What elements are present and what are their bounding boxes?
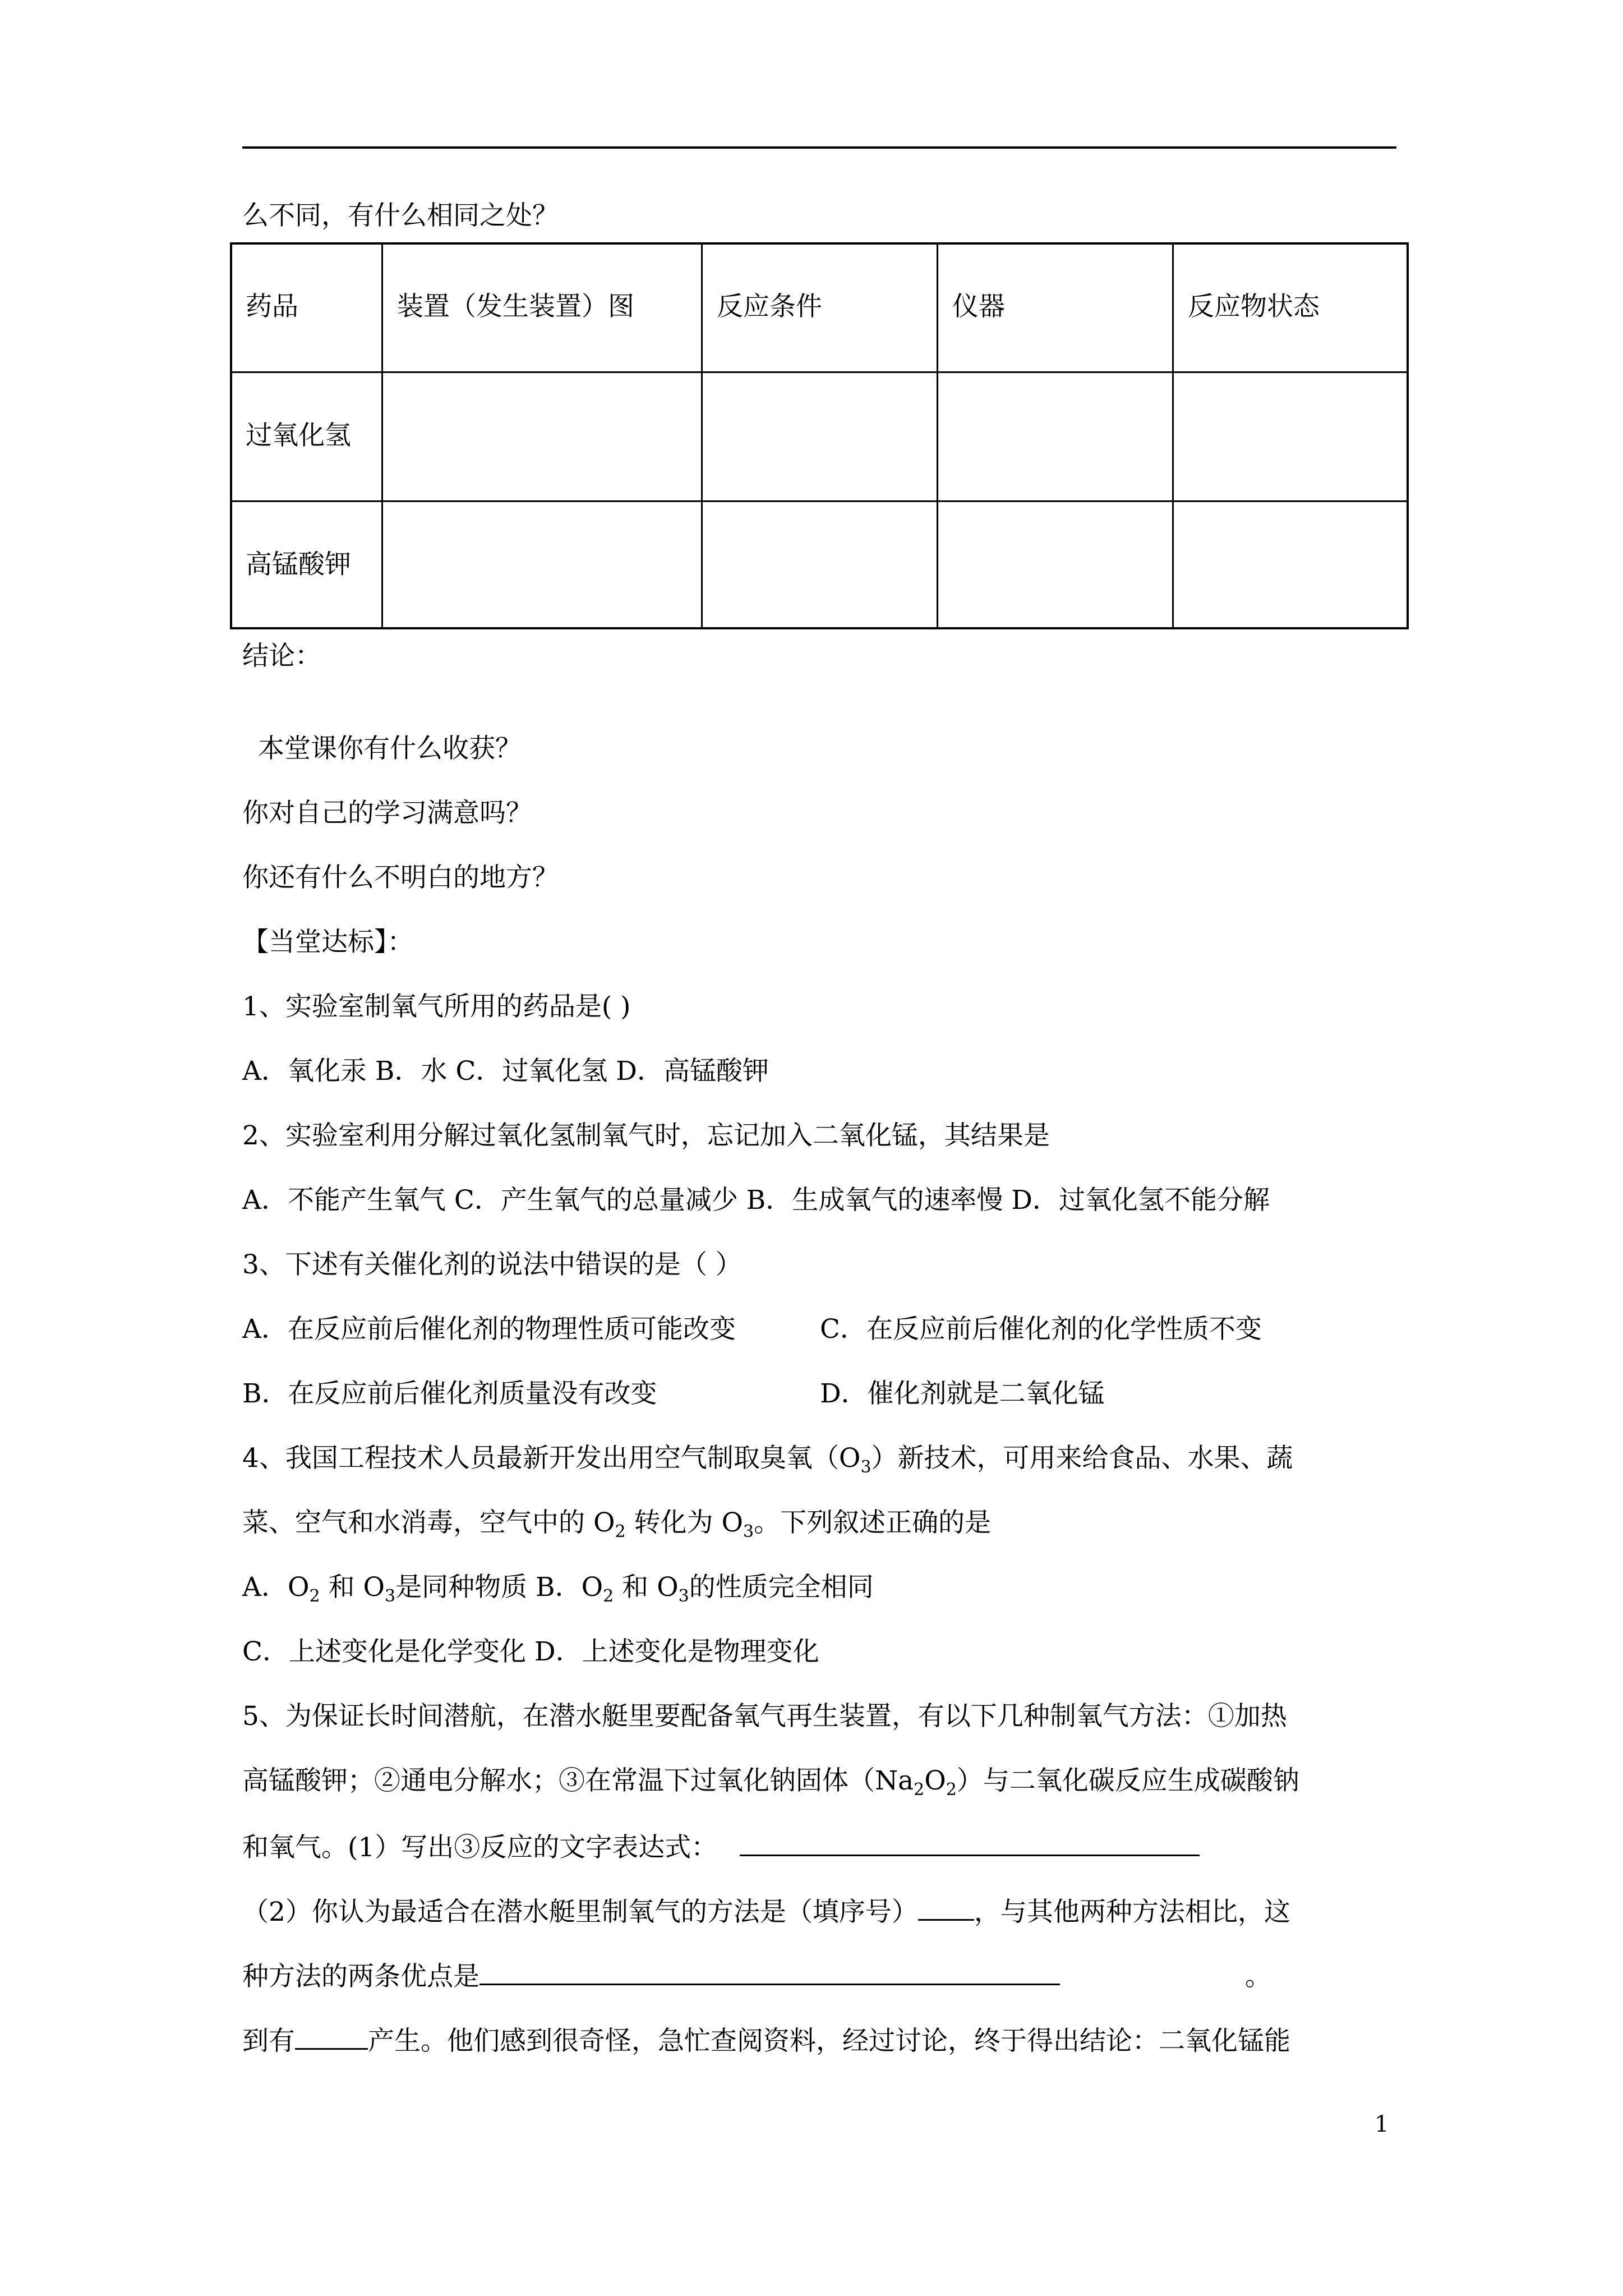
reflection-question: 你还有什么不明白的地方？ <box>242 862 559 893</box>
question-3-option-c: C．在反应前后催化剂的化学性质不变 <box>820 1314 1262 1345</box>
table-header-cell: 仪器 <box>952 291 1005 322</box>
question-3-option-a: A．在反应前后催化剂的物理性质可能改变 <box>242 1314 736 1345</box>
question-5-line-1: 5、为保证长时间潜航，在潜水艇里要配备氧气再生装置，有以下几种制氧气方法：①加热 <box>242 1701 1287 1732</box>
reflection-question: 本堂课你有什么收获？ <box>258 733 522 764</box>
text: 的性质完全相同 <box>689 1572 874 1603</box>
subscript: 3 <box>385 1586 396 1606</box>
fragment-end <box>242 2022 1290 2058</box>
text: ）与二氧化碳反应生成碳酸钠 <box>956 1765 1299 1796</box>
text: 菜、空气和水消毒，空气中的 O <box>242 1507 615 1538</box>
question-5-line-5 <box>242 1958 1271 1994</box>
text: O <box>924 1765 946 1796</box>
text: 和 O <box>320 1572 385 1603</box>
table-col-divider <box>701 242 703 629</box>
text: 转化为 O <box>625 1507 743 1538</box>
table-header-cell: 反应条件 <box>717 291 822 322</box>
question-4-options-cd: C．上述变化是化学变化 D．上述变化是物理变化 <box>242 1636 819 1667</box>
answer-blank[interactable] <box>918 1893 974 1921</box>
table-col-divider <box>381 242 383 629</box>
answer-blank[interactable] <box>295 2022 368 2050</box>
question-5-line-2 <box>242 1764 1299 1807</box>
table-row-label: 过氧化氢 <box>246 420 351 451</box>
table-header-cell: 装置（发生装置）图 <box>397 291 634 322</box>
question-4-line-1 <box>242 1442 1293 1484</box>
subscript: 2 <box>615 1522 626 1542</box>
table-col-divider <box>1172 242 1174 629</box>
subscript: 2 <box>946 1780 957 1800</box>
subscript: 2 <box>603 1586 614 1606</box>
text: 到有 <box>242 2026 295 2056</box>
question-1-options: A．氧化汞 B．水 C．过氧化氢 D．高锰酸钾 <box>242 1056 769 1087</box>
text: 产生。他们感到很奇怪，急忙查阅资料，经过讨论，终于得出结论：二氧化锰能 <box>368 2026 1290 2056</box>
text: 种方法的两条优点是 <box>242 1961 479 1992</box>
section-title: 【当堂达标】： <box>242 927 414 958</box>
subscript: 2 <box>914 1780 925 1800</box>
question-3-stem: 3、下述有关催化剂的说法中错误的是（ ） <box>242 1249 742 1280</box>
table-row-label: 高锰酸钾 <box>246 549 351 580</box>
text: 和氧气。(1）写出③反应的文字表达式： <box>242 1832 718 1863</box>
table-row-divider <box>230 500 1409 502</box>
text: A．O <box>242 1572 310 1603</box>
subscript: 3 <box>860 1457 872 1477</box>
answer-blank[interactable] <box>740 1829 1200 1856</box>
question-4-line-2 <box>242 1506 991 1549</box>
question-5-line-3 <box>242 1829 1200 1865</box>
text: ）新技术，可用来给食品、水果、蔬 <box>871 1443 1293 1474</box>
table-col-divider <box>937 242 938 629</box>
comparison-table <box>230 242 1409 629</box>
question-2-options: A．不能产生氧气 C．产生氧气的总量减少 B．生成氧气的速率慢 D．过氧化氢不能分解 <box>242 1185 1270 1216</box>
text: 高锰酸钾；②通电分解水；③在常温下过氧化钠固体（Na <box>242 1765 914 1796</box>
question-1-stem: 1、实验室制氧气所用的药品是( ) <box>242 991 631 1022</box>
question-3-option-d: D．催化剂就是二氧化锰 <box>820 1378 1105 1409</box>
subscript: 2 <box>309 1586 320 1606</box>
reflection-question: 你对自己的学习满意吗？ <box>242 798 532 829</box>
table-row-divider <box>230 371 1409 373</box>
text: 。 <box>1245 1961 1271 1992</box>
text: 4、我国工程技术人员最新开发出用空气制取臭氧（O <box>242 1443 861 1474</box>
subscript: 3 <box>743 1522 754 1542</box>
header-rule <box>242 146 1396 149</box>
intro-fragment: 么不同，有什么相同之处？ <box>242 200 559 231</box>
question-4-options-ab <box>242 1571 874 1613</box>
answer-blank[interactable] <box>479 1958 1060 1985</box>
text: ，与其他两种方法相比，这 <box>974 1897 1290 1927</box>
text: 和 O <box>614 1572 679 1603</box>
table-header-cell: 药品 <box>246 291 298 322</box>
question-2-stem: 2、实验室利用分解过氧化氢制氧气时，忘记加入二氧化锰，其结果是 <box>242 1120 1050 1151</box>
text: （2）你认为最适合在潜水艇里制氧气的方法是（填序号） <box>242 1897 918 1927</box>
text: 。下列叙述正确的是 <box>754 1507 992 1538</box>
page-number: 1 <box>1375 2111 1389 2137</box>
conclusion-label: 结论： <box>242 641 321 671</box>
question-3-option-b: B．在反应前后催化剂质量没有改变 <box>242 1378 657 1409</box>
subscript: 3 <box>678 1586 689 1606</box>
table-header-cell: 反应物状态 <box>1188 291 1320 322</box>
text: 是同种物质 B．O <box>395 1572 603 1603</box>
question-5-line-4 <box>242 1893 1290 1929</box>
